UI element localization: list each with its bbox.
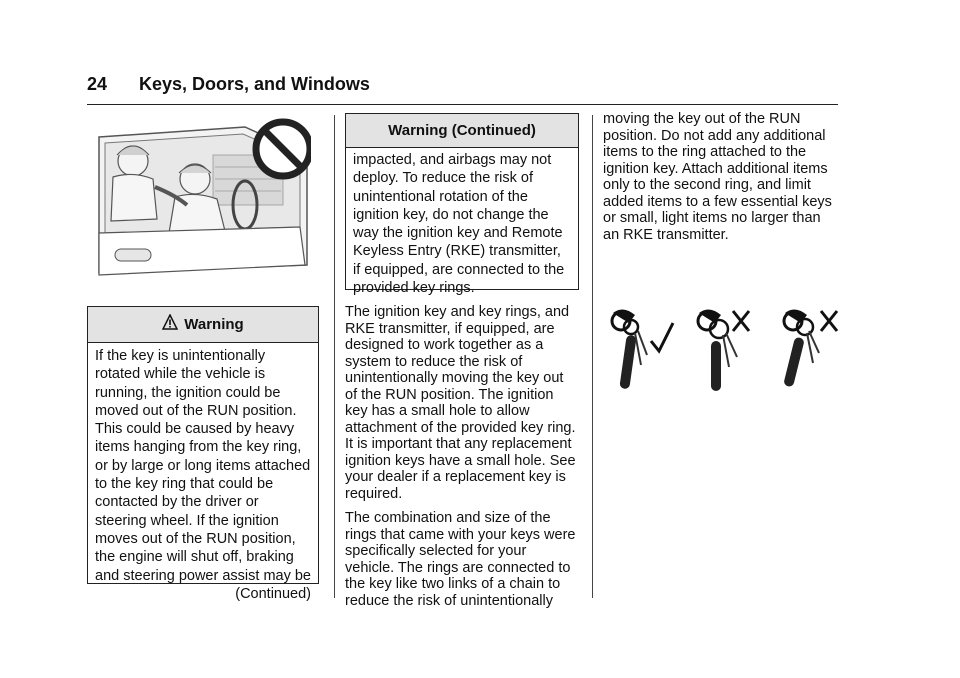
paragraph: [345, 510, 585, 609]
text-line: It is important that any replacement: [345, 436, 572, 452]
text-line: rotated while the vehicle is: [95, 366, 266, 383]
text-line: the engine will shut off, braking: [95, 549, 294, 566]
warning-header: [88, 307, 318, 343]
text-line: to the key ring that could be: [95, 476, 274, 493]
text-line: steering wheel. If the ignition: [95, 512, 279, 529]
text-line: The ignition key and key rings, and: [345, 304, 570, 320]
text-line: ignition keys have a small hole. See: [345, 452, 576, 469]
text-line: The combination and size of the: [345, 510, 551, 526]
text-line: contacted by the driver or: [95, 494, 259, 511]
text-line: if equipped, are connected to the: [353, 261, 565, 278]
text-line: moves out of the RUN position,: [95, 530, 296, 547]
text-line: required.: [345, 485, 403, 502]
text-line: designed to work together as a: [345, 337, 544, 353]
text-line: moving the key out of the RUN: [603, 111, 801, 127]
text-line: This could be caused by heavy: [95, 421, 295, 438]
text-line: an RKE transmitter.: [603, 226, 729, 243]
text-line: items to the ring attached to the: [603, 144, 807, 160]
key-ring-incorrect-icon: [698, 309, 749, 391]
text-line: ignition key, do not change the: [353, 206, 549, 223]
key-ring-incorrect-icon: [783, 309, 837, 387]
text-line: your dealer if a replacement key is: [345, 469, 566, 485]
text-line: specifically selected for your: [345, 543, 527, 559]
warning-title: Warning: [184, 316, 244, 333]
no-symbol-icon: [256, 122, 310, 176]
text-line: RKE transmitter, if equipped, are: [345, 320, 555, 337]
key-ring-illustration: [607, 307, 843, 399]
text-line: or by large or long items attached: [95, 457, 311, 474]
text-line: position. Do not add any additional: [603, 127, 826, 144]
middle-body-text: [345, 304, 585, 617]
continued-label: (Continued): [235, 585, 311, 602]
text-line: unintentionally moving the key out: [345, 370, 564, 386]
text-line: vehicle. The rings are connected to: [345, 559, 571, 576]
child-driving-illustration: [95, 115, 311, 290]
text-line: items hanging from the key ring,: [95, 439, 302, 456]
text-line: and steering power assist may be: [95, 567, 311, 584]
text-line: running, the ignition could be: [95, 384, 281, 401]
text-line: unintentional rotation of the: [353, 188, 528, 205]
warning-continued-box: [345, 113, 579, 297]
paragraph: [345, 304, 585, 502]
warning-box: [87, 306, 319, 602]
text-line: impacted, and airbags may not: [353, 152, 552, 168]
right-body-text: [603, 111, 848, 251]
page-header: [87, 74, 838, 105]
text-line: attachment of the provided key ring.: [345, 419, 576, 436]
text-line: provided key rings.: [353, 280, 475, 297]
text-line: added items to a few essential keys: [603, 193, 832, 210]
column-divider: [334, 115, 335, 598]
text-line: If the key is unintentionally: [95, 348, 266, 364]
key-ring-correct-icon: [612, 309, 673, 389]
text-line: moved out of the RUN position.: [95, 402, 297, 419]
text-line: or small, light items no larger than: [603, 210, 821, 226]
text-line: of the RUN position. The ignition: [345, 386, 554, 403]
column-divider: [592, 115, 593, 598]
text-line: deploy. To reduce the risk of: [353, 170, 534, 187]
warning-triangle-icon: [162, 314, 178, 330]
text-line: only to the second ring, and limit: [603, 177, 811, 193]
text-line: reduce the risk of unintentionally: [345, 592, 553, 609]
text-line: key has a small hole to allow: [345, 403, 530, 419]
page-number: 24: [87, 74, 108, 94]
text-line: system to reduce the risk of: [345, 353, 523, 370]
text-line: way the ignition key and Remote: [353, 225, 563, 242]
paragraph: [603, 111, 848, 243]
text-line: Keyless Entry (RKE) transmitter,: [353, 243, 561, 260]
chapter-title: Keys, Doors, and Windows: [139, 74, 370, 94]
text-line: ignition key. Attach additional items: [603, 160, 828, 177]
text-line: rings that came with your keys were: [345, 526, 576, 543]
warning-continued-header: Warning (Continued): [346, 114, 578, 148]
text-line: the key like two links of a chain to: [345, 576, 561, 592]
